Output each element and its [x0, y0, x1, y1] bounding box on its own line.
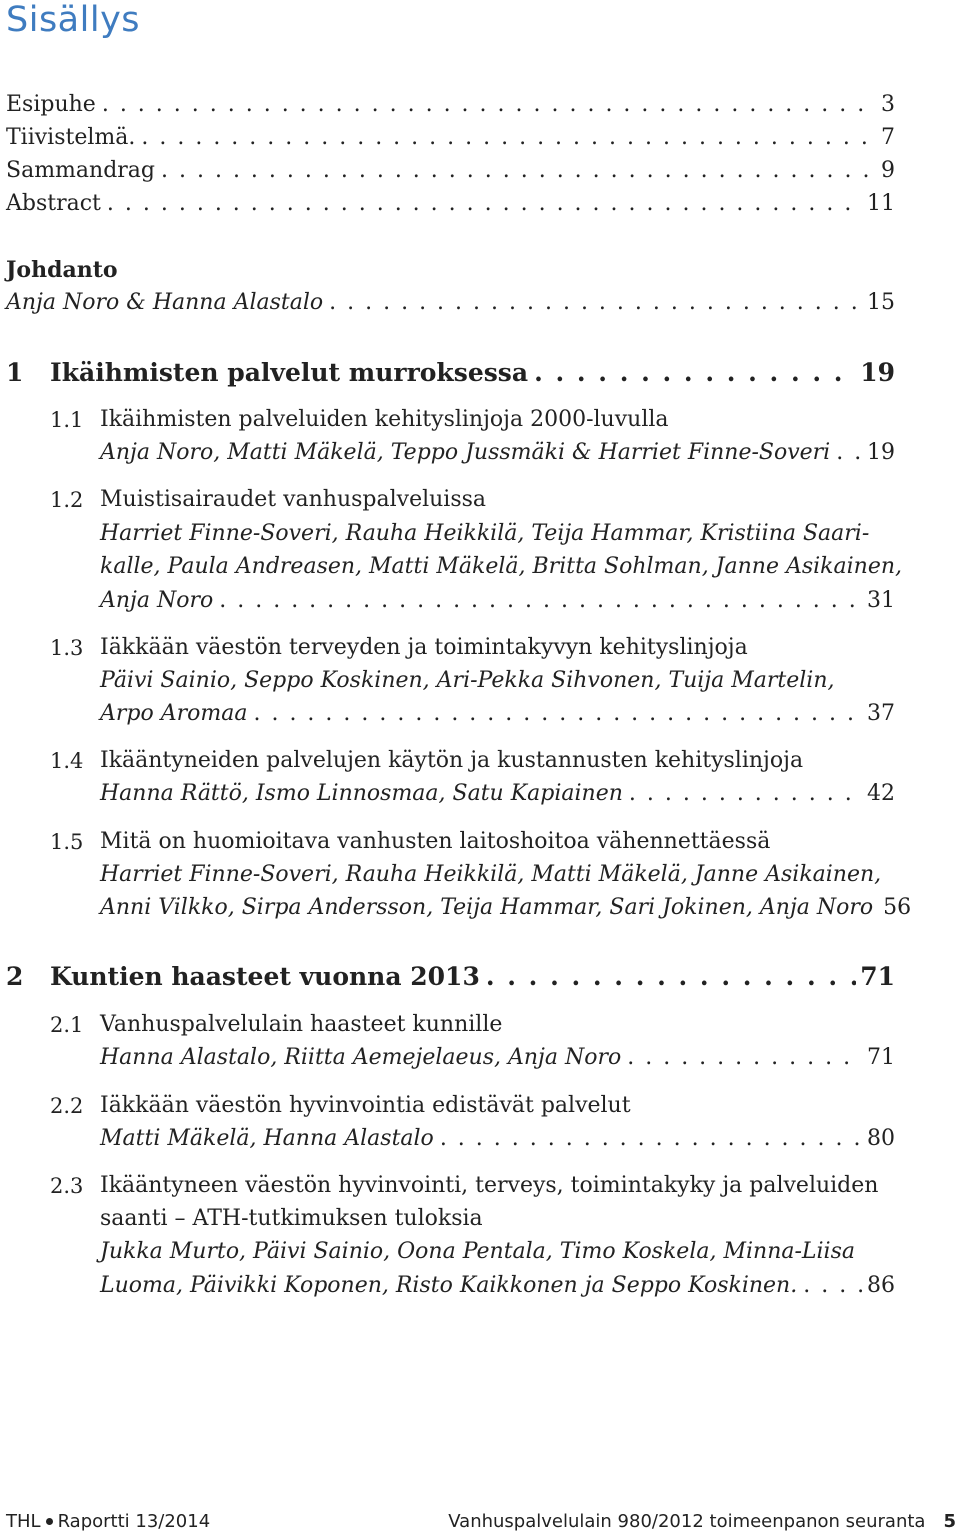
entry-label: Esipuhe [6, 92, 96, 117]
leader-dots [627, 1042, 863, 1074]
leader-dots [161, 155, 869, 187]
leader-dots [253, 698, 863, 730]
entry-authors: Anja Noro, Matti Mäkelä, Teppo Jussmäki & Harriet Finne-Soveri [100, 440, 831, 465]
leader-dots [329, 287, 863, 319]
leader-dots [219, 585, 863, 617]
section-number: 1.4 [50, 749, 84, 773]
toc-entry[interactable] [100, 1270, 895, 1302]
section-title[interactable]: Iäkkään väestön terveyden ja toimintakyvyn kehityslinjoja [100, 635, 748, 660]
section-title[interactable]: Iäkkään väestön hyvinvointia edistävät palvelut [100, 1093, 631, 1118]
entry-authors: Päivi Sainio, Seppo Koskinen, Ari-Pekka Sihvonen, Tuija Martelin, [100, 668, 835, 693]
entry-authors: Anja Noro [100, 588, 214, 613]
entry-page: 11 [867, 191, 895, 216]
entry-label: Abstract [6, 191, 101, 216]
toc-entry[interactable] [100, 778, 895, 810]
section-title-cont: saanti – ATH-tutkimuksen tuloksia [100, 1206, 483, 1231]
chapter-title: Kuntien haasteet vuonna 2013 [50, 962, 480, 991]
toc-entry[interactable] [100, 585, 895, 617]
page-number: 5 [943, 1511, 956, 1532]
toc-entry[interactable] [100, 1042, 895, 1074]
entry-label: Tiivistelmä. [6, 125, 136, 150]
leader-dots [141, 122, 869, 154]
toc-entry[interactable] [6, 188, 895, 220]
section-number: 1.5 [50, 830, 84, 854]
leader-dots [107, 188, 863, 220]
entry-authors: Matti Mäkelä, Hanna Alastalo [100, 1126, 434, 1151]
entry-authors: Hanna Alastalo, Riitta Aemejelaeus, Anja Noro [100, 1045, 622, 1070]
entry-page: 9 [881, 158, 895, 183]
chapter-heading[interactable] [6, 356, 895, 390]
entry-page: 3 [881, 92, 895, 117]
toc-entry[interactable] [100, 1123, 895, 1155]
entry-authors: Hanna Rättö, Ismo Linnosmaa, Satu Kapiainen [100, 781, 623, 806]
entry-authors: Anni Vilkko, Sirpa Andersson, Teija Hammar, Sari Jokinen, Anja Noro [100, 895, 874, 920]
leader-dots [102, 89, 869, 121]
leader-dots [486, 960, 856, 994]
section-number: 2.2 [50, 1094, 84, 1118]
entry-authors: Anja Noro & Hanna Alastalo [6, 290, 324, 315]
page-title: Sisällys [6, 0, 141, 40]
toc-entry[interactable] [6, 287, 895, 319]
bullet-icon [46, 1518, 53, 1525]
chapter-page: 71 [860, 962, 895, 991]
section-number: 1.3 [50, 636, 84, 660]
footer-right [448, 1511, 956, 1532]
section-number: 1.2 [50, 488, 84, 512]
entry-page: 71 [867, 1045, 895, 1070]
toc-entry[interactable] [100, 698, 895, 730]
entry-authors: Arpo Aromaa [100, 701, 248, 726]
leader-dots [803, 1270, 863, 1302]
series-title: Vanhuspalvelulain 980/2012 toimeenpanon seuranta [448, 1511, 926, 1532]
section-title[interactable]: Muistisairaudet vanhuspalveluissa [100, 487, 487, 512]
entry-authors: kalle, Paula Andreasen, Matti Mäkelä, Britta Sohlman, Janne Asikainen, [100, 554, 903, 579]
entry-page: 19 [867, 440, 895, 465]
page-footer [6, 1511, 956, 1537]
toc-entry[interactable] [100, 892, 912, 924]
chapter-number: 1 [6, 358, 24, 387]
chapter-number: 2 [6, 962, 24, 991]
entry-page: 37 [867, 701, 895, 726]
section-number: 2.1 [50, 1013, 84, 1037]
entry-page: 86 [867, 1273, 895, 1298]
entry-page: 80 [867, 1126, 895, 1151]
leader-dots [440, 1123, 863, 1155]
section-number: 1.1 [50, 408, 84, 432]
chapter-title: Ikäihmisten palvelut murroksessa [50, 358, 529, 387]
section-title[interactable]: Mitä on huomioitava vanhusten laitoshoitoa vähennettäessä [100, 829, 771, 854]
entry-authors: Harriet Finne-Soveri, Rauha Heikkilä, Matti Mäkelä, Janne Asikainen, [100, 862, 882, 887]
entry-page: 31 [867, 588, 895, 613]
entry-page: 56 [883, 895, 912, 920]
section-number: 2.3 [50, 1174, 84, 1198]
leader-dots [534, 356, 856, 390]
toc-entry[interactable] [100, 437, 895, 469]
section-title[interactable]: Vanhuspalvelulain haasteet kunnille [100, 1012, 503, 1037]
chapter-heading[interactable] [6, 960, 895, 994]
entry-label: Sammandrag [6, 158, 155, 183]
entry-authors: Harriet Finne-Soveri, Rauha Heikkilä, Teija Hammar, Kristiina Saari- [100, 521, 870, 546]
section-title[interactable]: Ikääntyneen väestön hyvinvointi, terveys, toimintakyky ja palveluiden [100, 1173, 879, 1198]
entry-page: 42 [867, 781, 895, 806]
section-title[interactable]: Ikäihmisten palveluiden kehityslinjoja 2000-luvulla [100, 407, 669, 432]
toc-entry[interactable] [6, 122, 895, 154]
footer-left [6, 1511, 210, 1532]
report-id: Raportti 13/2014 [57, 1511, 211, 1532]
entry-page: 7 [881, 125, 895, 150]
toc-entry[interactable] [6, 155, 895, 187]
leader-dots [629, 778, 863, 810]
leader-dots [836, 437, 863, 469]
section-title[interactable]: Ikääntyneiden palvelujen käytön ja kustannusten kehityslinjoja [100, 748, 804, 773]
intro-heading: Johdanto [6, 257, 118, 283]
publisher: THL [6, 1511, 41, 1532]
toc-entry[interactable] [6, 89, 895, 121]
chapter-page: 19 [860, 358, 895, 387]
entry-page: 15 [867, 290, 895, 315]
entry-authors: Jukka Murto, Päivi Sainio, Oona Pentala, Timo Koskela, Minna-Liisa [100, 1239, 856, 1264]
entry-authors: Luoma, Päivikki Koponen, Risto Kaikkonen ja Seppo Koskinen. [100, 1273, 798, 1298]
